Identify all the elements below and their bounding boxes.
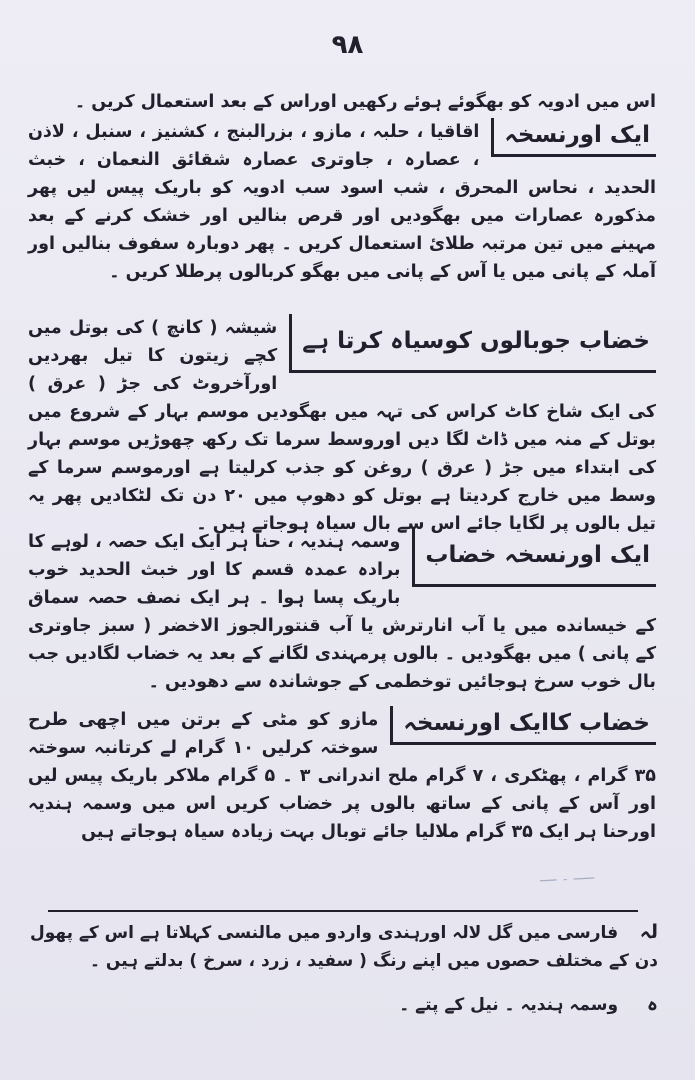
footnote-1 [28, 918, 658, 975]
section-heading-recipe-1: ایک اورنسخہ [491, 118, 656, 157]
section-hair-dye [28, 314, 656, 538]
footnote-divider [48, 910, 638, 912]
intro-text: اس میں ادویہ کو بھگوئے ہوئے رکھیں اوراس کے بعد استعمال کریں ۔ [74, 92, 656, 112]
section-text-dye-another: مازو کو مٹی کے برتن میں اچھی طرح سوختہ کرلیں ۱۰ گرام لے کرتانبہ سوختہ ۳۵ گرام ، پھٹکری ، ۷ گرام ملح اندرانی ۳ ۔ ۵ گرام ملاکر باریک پیس لیں اور آس کے پانی کے ساتھ بالوں پر خضاب کریں اس میں وسمہ ہندیہ اورحنا ہر ایک ۳۵ گرام ملالیا جائے توبال بہت زیادہ سیاہ ہوجاتے ہیں [28, 710, 656, 842]
section-recipe-1 [28, 118, 656, 286]
footnote-2 [28, 990, 658, 1019]
footnote-marker-2: ہ [646, 993, 658, 1015]
bleed-through-mark: ـــــ ۔ ــــ [539, 866, 595, 886]
section-heading-hair-dye: خضاب جوبالوں کوسیاہ کرتا ہے [289, 314, 656, 373]
page-number: ۹۸ [331, 30, 364, 60]
section-heading-recipe-dye: ایک اورنسخہ خضاب [412, 528, 656, 587]
section-heading-dye-another: خضاب کاایک اورنسخہ [390, 706, 656, 745]
section-text-recipe-1: اقاقیا ، حلبہ ، مازو ، بزرالبنج ، کشنیز ، سنبل ، لاذن ، عصارہ ، جاوتری عصارہ شقائق النعمان ، خبث الحدید ، نحاس المحرق ، شب اسود سب ادویہ کو باریک پیس لیں پھر مذکورہ عصارات میں بھگودیں اور قرص بنالیں اور خشک کرنے کے بعد مہینے میں تین مرتبہ طلائ استعمال کریں ۔ پھر دوبارہ سفوف بنالیں اور آملہ کے پانی میں یا آس کے پانی میں بھگو کربالوں پرطلا کریں ۔ [28, 122, 656, 282]
intro-paragraph [28, 88, 656, 116]
footnote-marker-1: لہ [639, 921, 658, 943]
footnote-text-1: فارسی میں گل لالہ اورہندی واردو میں مالنسی کہلاتا ہے اس کے پھول دن کے مختلف حصوں میں اپنے رنگ ( سفید ، زرد ، سرخ ) بدلتے ہیں ۔ [29, 923, 658, 971]
section-recipe-dye [28, 528, 656, 696]
section-text-recipe-dye: وسمہ ہندیہ ، حنا ہر ایک ایک حصہ ، لوہے کا برادہ عمدہ قسم کا اور خبث الحدید خوب باریک پسا ہوا ۔ ہر ایک نصف حصہ سماق کے خیسانده میں یا آب انارترش یا آب قنتورالجوز الاخضر ( سبز جاوتری کے پانی ) میں بھگودیں ۔ بالوں پرمہندی لگانے کے بعد یہ خضاب لگادیں جب بال خوب سرخ ہوجائیں توخطمی کے جوشاندہ سے دھودیں ۔ [28, 532, 656, 692]
section-text-hair-dye: شیشہ ( کانچ ) کی بوتل میں کچے زیتون کا تیل بھردیں اورآخروٹ کی جڑ ( عرق ) کی ایک شاخ کاٹ کراس کی تہہ میں بھگودیں موسم بہار کے شروع میں بوتل کے منہ میں ڈاٹ لگا دیں اوروسط سرما تک رکھ چھوڑیں موسم بہار کی ابتداء میں جڑ ( عرق ) روغن کو جذب کرلیتا ہے اورموسم سرما کے وسط میں خارج کردیتا ہے بوتل کو دھوپ میں ۲۰ دن تک لٹکادیں پھر یہ تیل بالوں پر لگایا جائے اس سے بال سیاہ ہوجاتے ہیں ۔ [28, 318, 656, 534]
footnote-text-2: وسمہ ہندیہ ۔ نیل کے پتے ۔ [399, 995, 619, 1015]
section-dye-another [28, 706, 656, 846]
